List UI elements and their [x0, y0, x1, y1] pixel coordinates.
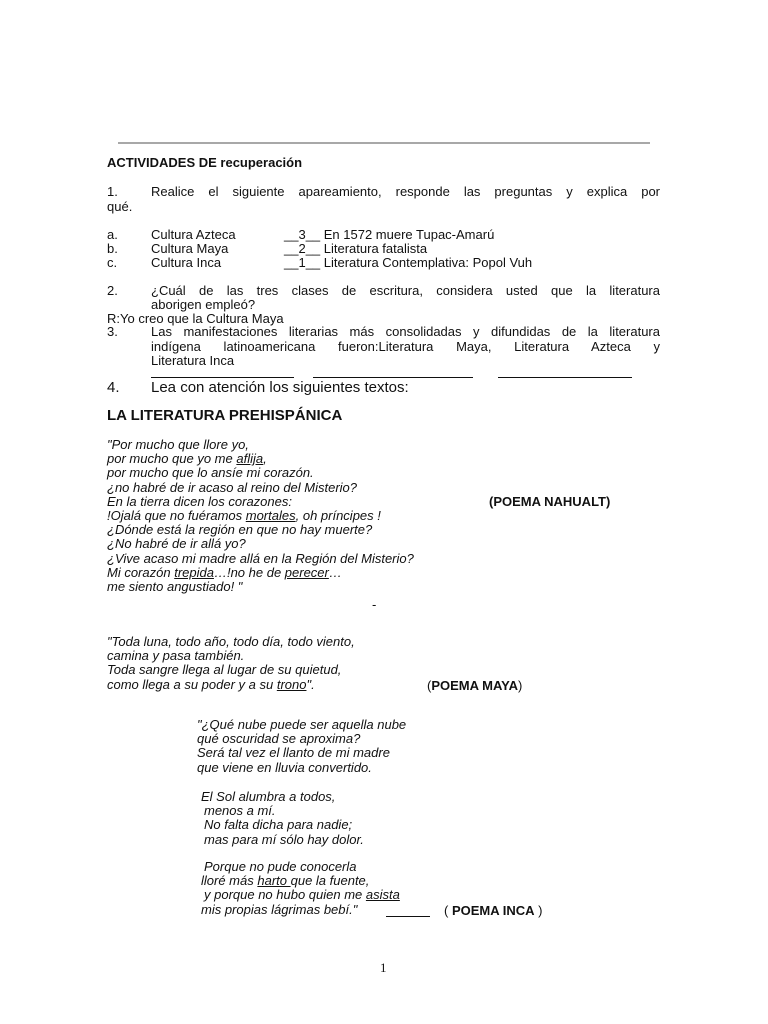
q3-text-line1: Las manifestaciones literarias más consolidadas y difundidas de la literatura	[151, 324, 660, 339]
page-number: 1	[380, 960, 387, 975]
q3-number: 3.	[107, 324, 118, 339]
q3-blank-3	[498, 377, 632, 378]
poem-line: "¿Qué nube puede ser aquella nube	[197, 717, 407, 732]
poem-line: ¿no habré de ir acaso al reino del Misterio?	[107, 479, 358, 495]
q4-number: 4.	[107, 379, 120, 396]
q1-row-b-letter: b.	[107, 241, 118, 256]
section-title: LA LITERATURA PREHISPÁNICA	[107, 407, 343, 424]
label-paren-open: (	[427, 678, 432, 693]
label-text: POEMA MAYA	[431, 678, 519, 693]
poem-line: ¿Dónde está la región en que no hay muerte?	[107, 522, 373, 538]
poem-nahualt-label: (POEMA NAHUALT)	[489, 494, 611, 509]
poem-line: No falta dicha para nadie;	[204, 817, 353, 833]
q2-text-line1: ¿Cuál de las tres clases de escritura, considera usted que la literatura	[151, 283, 660, 298]
separator-dash: -	[372, 597, 377, 612]
poem-line: mis propias lágrimas bebí."	[201, 901, 358, 917]
poem-line: Toda sangre llega al lugar de su quietud,	[107, 662, 342, 678]
poem-line: Porque no pude conocerla	[204, 859, 357, 874]
poem-inca-stanza-3	[201, 860, 400, 917]
q2-number: 2.	[107, 283, 118, 298]
poem-line: qué oscuridad se aproxima?	[197, 731, 361, 747]
poem-line: mas para mí sólo hay dolor.	[204, 831, 364, 847]
poem-line: Será tal vez el llanto de mi madre	[197, 745, 390, 761]
q2-answer: R:Yo creo que la Cultura Maya	[107, 311, 284, 326]
q1-row-a-culture: Cultura Azteca	[151, 227, 236, 242]
poem-line: lloré más harto que la fuente,	[201, 873, 370, 889]
q3-blank-1	[151, 377, 294, 378]
q1-row-c-culture: Cultura Inca	[151, 255, 222, 270]
q1-text-line2: qué.	[107, 199, 133, 214]
poem-inca-label	[444, 903, 543, 918]
q3-text-line2: indígena latinoamericana fueron:Literatura Maya, Literatura Azteca y	[151, 339, 660, 354]
poem-nahualt	[107, 438, 414, 594]
poem-line: por mucho que yo me aflija,	[107, 451, 267, 467]
poem-line: camina y pasa también.	[107, 648, 245, 664]
header-rule	[118, 142, 650, 144]
q1-row-c-match: __1__ Literatura Contemplativa: Popol Vuh	[284, 255, 533, 270]
q1-row-a-letter: a.	[107, 227, 118, 242]
poem-maya-label	[427, 678, 522, 693]
poem-line: por mucho que lo ansíe mi corazón.	[107, 465, 314, 481]
q1-row-c-letter: c.	[107, 255, 118, 270]
poem-line: En la tierra dicen los corazones:	[107, 493, 292, 509]
poem-line: !Ojalá que no fuéramos mortales, oh príncipes !	[107, 508, 381, 524]
q1-row-b-match: __2__ Literatura fatalista	[284, 241, 428, 256]
label-text: POEMA INCA	[451, 903, 535, 918]
poem-line: ¿Vive acaso mi madre allá en la Región del Misterio?	[107, 550, 414, 566]
q4-text: Lea con atención los siguientes textos:	[151, 379, 409, 396]
poem-line: menos a mí.	[204, 803, 276, 819]
q3-text-line3: Literatura Inca	[151, 353, 235, 368]
label-paren-open: (	[444, 903, 449, 918]
poem-inca-stanza-2	[201, 790, 364, 847]
poem-line: "Por mucho que llore yo,	[107, 437, 249, 452]
q3-blank-2	[313, 377, 473, 378]
poem-line: y porque no hubo quien me asista	[204, 887, 400, 903]
q1-number: 1.	[107, 184, 118, 199]
inca-line-rule	[386, 916, 430, 917]
poem-line: ¿No habré de ir allá yo?	[107, 536, 246, 552]
activities-heading: ACTIVIDADES DE recuperación	[107, 155, 303, 170]
poem-line: que viene en lluvia convertido.	[197, 759, 372, 775]
q1-row-a-match: __3__ En 1572 muere Tupac-Amarú	[284, 227, 495, 242]
poem-maya	[107, 635, 355, 692]
label-paren-close: )	[518, 678, 523, 693]
poem-line: "Toda luna, todo año, todo día, todo viento,	[107, 634, 355, 649]
q1-text-line1: Realice el siguiente apareamiento, responde las preguntas y explica por	[151, 184, 660, 199]
label-paren-close: )	[538, 903, 543, 918]
q2-text-line2: aborigen empleó?	[151, 297, 256, 312]
poem-line: como llega a su poder y a su trono".	[107, 676, 315, 692]
poem-inca-stanza-1	[197, 718, 406, 775]
poem-line: El Sol alumbra a todos,	[201, 789, 336, 804]
poem-line: me siento angustiado! "	[107, 579, 243, 595]
poem-line: Mi corazón trepida…!no he de perecer…	[107, 564, 342, 580]
q1-row-b-culture: Cultura Maya	[151, 241, 229, 256]
